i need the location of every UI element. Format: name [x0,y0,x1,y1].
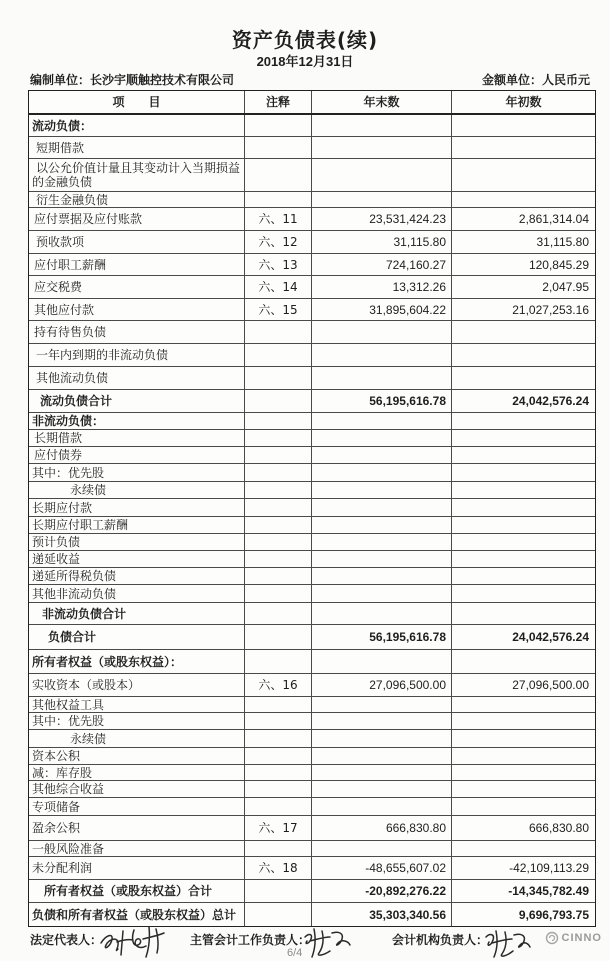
row-note-cell [245,344,312,366]
row-item: 其他权益工具 [32,697,105,712]
row-year-begin-value-cell [452,568,595,584]
row-year-end-value-cell [312,880,452,902]
row-year-end-value-cell [312,192,452,207]
table-row [29,730,595,748]
table-row [29,367,595,390]
row-year-end-value: 666,830.80 [385,821,446,835]
row-year-end-value-cell [312,413,452,429]
row-year-begin-value-cell [452,534,595,550]
row-year-end-value-cell [312,276,452,298]
row-year-end-value-cell [312,447,452,463]
row-note-cell [245,568,312,584]
row-item: 所有者权益（或股东权益）： [32,654,183,669]
row-year-begin-value-cell [452,192,595,207]
table-row [29,482,595,499]
row-year-begin-value: -14,345,782.49 [508,884,589,898]
row-year-end-value: 56,195,616.78 [369,394,446,408]
row-year-begin-value-cell [452,674,595,696]
row-year-end-value-cell [312,585,452,602]
row-note-cell [245,650,312,673]
row-year-end-value-cell [312,321,452,343]
row-year-end-value-cell [312,517,452,533]
row-item: 一般风险准备 [32,841,105,856]
row-year-begin-value-cell [452,748,595,764]
row-year-begin-value: 21,027,253.16 [512,302,589,317]
row-item: 以公允价值计量且其变动计入当期损益的金融负债 [32,161,241,189]
row-note-cell [245,781,312,797]
row-year-begin-value-cell [452,344,595,366]
row-year-end-value: 56,195,616.78 [369,630,446,644]
table-row [29,798,595,816]
row-year-begin-value-cell [452,367,595,389]
table-row [29,841,595,857]
row-year-begin-value-cell [452,482,595,498]
row-item: 短期借款 [36,140,85,155]
signature-accounting-dept-head [486,931,530,957]
legal-representative-label: 法定代表人： [30,933,103,947]
row-note-cell [245,765,312,780]
row-item: 永续债 [70,483,107,497]
row-note-cell [245,464,312,481]
row-note-cell [245,430,312,446]
row-note-cell [245,137,312,158]
row-year-begin-value: 31,115.80 [536,235,589,249]
row-year-end-value-cell [312,697,452,712]
row-item-cell [29,367,245,389]
table-row [29,430,595,447]
row-note-cell [245,625,312,649]
row-note-cell [245,231,312,253]
row-year-end-value-cell [312,344,452,366]
table-row [29,857,595,880]
row-item: 负债合计 [48,630,97,644]
row-year-begin-value: 24,042,576.24 [512,394,589,408]
table-row [29,276,595,299]
row-item: 长期应付职工薪酬 [32,518,129,532]
row-item: 长期借款 [34,431,83,445]
row-year-begin-value: 2,047.95 [542,280,589,294]
row-year-end-value-cell [312,568,452,584]
row-item: 非流动负债合计 [42,606,127,621]
row-year-begin-value-cell [452,880,595,902]
row-item-cell [29,430,245,446]
row-year-begin-value: 2,861,314.04 [518,212,589,226]
row-year-begin-value-cell [452,551,595,567]
row-year-end-value: 31,115.80 [393,235,446,249]
row-year-end-value-cell [312,534,452,550]
row-item-cell [29,650,245,673]
table-row [29,517,595,534]
row-note-cell [245,299,312,320]
row-year-end-value: 23,531,424.23 [369,212,446,226]
accounting-dept-head-label: 会计机构负责人： [392,933,489,947]
row-year-end-value-cell [312,137,452,158]
row-year-end-value-cell [312,390,452,412]
row-note-cell [245,713,312,729]
row-year-end-value: 35,303,340.56 [369,907,446,922]
row-year-end-value-cell [312,499,452,516]
row-item: 其他综合收益 [32,782,105,796]
row-note-cell [245,159,312,191]
row-year-begin-value-cell [452,857,595,879]
table-row [29,192,595,208]
row-item: 应付票据及应付账款 [34,212,143,226]
watermark-logo-icon [545,931,559,945]
row-year-begin-value-cell [452,390,595,412]
row-year-begin-value-cell [452,697,595,712]
row-item-cell [29,276,245,298]
row-note-cell [245,254,312,275]
row-year-begin-value-cell [452,276,595,298]
row-year-begin-value-cell [452,159,595,191]
row-year-begin-value-cell [452,650,595,673]
row-item: 其他应付款 [34,302,95,317]
row-year-begin-value-cell [452,798,595,815]
table-row [29,534,595,551]
row-year-end-value-cell [312,857,452,879]
signature-accounting-head [305,929,350,957]
table-row [29,748,595,765]
row-item-cell [29,254,245,275]
row-note-cell [245,390,312,412]
row-year-end-value-cell [312,816,452,840]
row-note: 六、11 [258,212,298,226]
row-item-cell [29,447,245,463]
row-note: 六、16 [258,678,298,692]
header-note: 注释 [245,91,312,113]
header-item: 项 目 [29,91,245,113]
row-year-begin-value-cell [452,517,595,533]
row-note-cell [245,748,312,764]
row-year-end-value-cell [312,625,452,649]
row-item: 资本公积 [32,749,81,763]
row-item: 应交税费 [34,280,83,294]
accounting-head-label: 主管会计工作负责人： [190,933,311,947]
table-row [29,603,595,625]
row-year-end-value: -48,655,607.02 [365,861,446,875]
row-item-cell [29,781,245,797]
row-year-end-value-cell [312,430,452,446]
row-year-begin-value-cell [452,413,595,429]
row-note-cell [245,482,312,498]
liabilities-equity-table [28,90,596,927]
row-year-end-value-cell [312,299,452,320]
row-note-cell [245,841,312,856]
page-number: 6/4 [287,947,303,959]
row-item-cell [29,231,245,253]
row-year-end-value-cell [312,603,452,624]
row-item-cell [29,499,245,516]
row-year-begin-value-cell [452,464,595,481]
table-row [29,159,595,192]
row-note-cell [245,585,312,602]
report-date: 2018年12月31日 [256,54,354,69]
row-year-end-value-cell [312,713,452,729]
row-item-cell [29,464,245,481]
row-item-cell [29,697,245,712]
row-note: 六、13 [258,257,298,272]
row-note-cell [245,603,312,624]
table-row [29,585,595,603]
row-item-cell [29,857,245,879]
row-item: 减：库存股 [32,765,93,780]
row-note-cell [245,115,312,136]
row-year-begin-value: 27,096,500.00 [512,678,589,692]
row-year-begin-value-cell [452,254,595,275]
table-row [29,781,595,798]
row-year-begin-value-cell [452,447,595,463]
row-item-cell [29,413,245,429]
row-year-end-value-cell [312,159,452,191]
watermark [545,930,602,946]
row-note-cell [245,798,312,815]
row-year-end-value-cell [312,367,452,389]
table-row [29,816,595,841]
row-item-cell [29,299,245,320]
row-year-end-value-cell [312,765,452,780]
row-item-cell [29,585,245,602]
row-item-cell [29,674,245,696]
row-year-end-value: 27,096,500.00 [369,678,446,692]
row-year-begin-value-cell [452,115,595,136]
row-item-cell [29,482,245,498]
row-year-begin-value: 666,830.80 [528,821,589,835]
row-item: 实收资本（或股本） [32,678,141,692]
row-item: 永续债 [70,731,107,746]
row-note-cell [245,321,312,343]
row-year-begin-value-cell [452,730,595,747]
row-year-begin-value-cell [452,816,595,840]
row-year-begin-value: -42,109,113.29 [509,861,589,875]
row-year-end-value-cell [312,551,452,567]
row-note-cell [245,534,312,550]
row-year-end-value-cell [312,798,452,815]
row-item: 衍生金融负债 [36,192,109,207]
row-year-begin-value-cell [452,321,595,343]
table-row [29,765,595,781]
row-year-end-value: -20,892,276.22 [365,884,446,898]
row-item: 预计负债 [32,535,81,549]
table-row [29,674,595,697]
table-row [29,464,595,482]
row-year-begin-value-cell [452,713,595,729]
table-row [29,208,595,231]
currency-unit: 金额单位：人民币元 [481,73,590,87]
table-row [29,568,595,585]
row-year-end-value-cell [312,115,452,136]
row-item: 所有者权益（或股东权益）合计 [44,884,213,898]
table-row [29,299,595,321]
row-item: 其中：优先股 [32,465,105,480]
watermark-text: CINNO [561,932,602,944]
row-note: 六、18 [258,861,298,875]
row-item-cell [29,137,245,158]
row-item-cell [29,344,245,366]
row-year-begin-value-cell [452,781,595,797]
row-year-begin-value: 9,696,793.75 [518,907,589,922]
table-row [29,713,595,730]
row-year-end-value: 13,312.26 [392,280,446,294]
row-year-end-value-cell [312,674,452,696]
row-year-begin-value-cell [452,231,595,253]
row-item-cell [29,713,245,729]
table-row [29,390,595,413]
table-row [29,447,595,464]
table-row [29,254,595,276]
table-row [29,697,595,713]
row-note-cell [245,674,312,696]
row-item: 专项储备 [32,799,81,814]
row-item: 非流动负债： [32,414,105,428]
row-note-cell [245,208,312,230]
row-item: 负债和所有者权益（或股东权益）总计 [32,907,237,922]
row-year-begin-value-cell [452,841,595,856]
row-item-cell [29,730,245,747]
table-header-row [29,91,595,115]
row-item-cell [29,321,245,343]
row-note: 六、12 [258,235,298,249]
row-note-cell [245,697,312,712]
row-item: 其中：优先股 [32,714,105,728]
row-note-cell [245,367,312,389]
row-year-begin-value-cell [452,299,595,320]
row-year-end-value-cell [312,482,452,498]
table-row [29,231,595,254]
row-item-cell [29,192,245,207]
row-year-end-value: 724,160.27 [385,257,446,272]
row-year-end-value-cell [312,748,452,764]
signature-legal-rep [101,927,164,957]
row-item: 递延收益 [32,552,81,566]
row-note: 六、14 [258,280,298,294]
row-note-cell [245,816,312,840]
row-item-cell [29,816,245,840]
row-item: 应付职工薪酬 [34,257,107,272]
signatures [0,915,610,961]
row-year-end-value-cell [312,208,452,230]
row-item: 长期应付款 [32,500,93,515]
row-item-cell [29,115,245,136]
row-year-end-value: 31,895,604.22 [369,302,446,317]
row-year-begin-value-cell [452,499,595,516]
row-year-begin-value: 120,845.29 [528,257,589,272]
row-item: 未分配利润 [32,861,93,875]
row-year-end-value-cell [312,464,452,481]
row-item: 持有待售负债 [34,325,107,339]
header-year-begin: 年初数 [505,95,542,109]
row-item: 盈余公积 [32,821,81,835]
row-item-cell [29,841,245,856]
table-row [29,499,595,517]
row-item-cell [29,880,245,902]
table-row [29,344,595,367]
row-note-cell [245,517,312,533]
row-item-cell [29,798,245,815]
row-year-begin-value-cell [452,625,595,649]
row-item-cell [29,765,245,780]
row-note-cell [245,880,312,902]
row-item: 其他流动负债 [36,371,109,385]
row-note: 六、15 [258,302,298,317]
row-year-begin-value-cell [452,603,595,624]
row-year-begin-value-cell [452,208,595,230]
prepared-by: 编制单位：长沙宇顺触控技术有限公司 [30,73,235,87]
row-item-cell [29,568,245,584]
row-item-cell [29,748,245,764]
row-item: 流动负债合计 [40,394,113,408]
row-note-cell [245,276,312,298]
row-year-begin-value-cell [452,430,595,446]
row-item-cell [29,390,245,412]
row-item: 流动负债： [32,118,93,133]
row-item: 预收款项 [36,235,85,249]
row-item: 递延所得税负债 [32,569,117,583]
row-year-begin-value: 24,042,576.24 [512,630,589,644]
table-row [29,321,595,344]
row-item-cell [29,208,245,230]
table-row [29,413,595,430]
row-year-begin-value-cell [452,137,595,158]
row-note-cell [245,447,312,463]
row-note-cell [245,192,312,207]
table-row [29,880,595,903]
row-year-end-value-cell [312,781,452,797]
row-note: 六、17 [258,821,298,835]
row-item-cell [29,551,245,567]
row-note-cell [245,413,312,429]
table-row [29,650,595,674]
row-year-end-value-cell [312,730,452,747]
table-row [29,137,595,159]
table-row [29,115,595,137]
row-year-begin-value-cell [452,765,595,780]
row-year-end-value-cell [312,231,452,253]
row-year-end-value-cell [312,254,452,275]
row-year-begin-value-cell [452,585,595,602]
table-row [29,625,595,650]
row-item-cell [29,534,245,550]
table-row [29,551,595,568]
row-item-cell [29,625,245,649]
document-title: 资产负债表(续) [231,28,379,52]
row-item-cell [29,159,245,191]
row-item: 应付债券 [34,448,83,462]
row-note-cell [245,730,312,747]
row-item-cell [29,603,245,624]
header-year-end: 年末数 [312,91,452,113]
row-item: 一年内到期的非流动负债 [36,348,169,362]
row-note-cell [245,499,312,516]
row-item: 其他非流动负债 [32,586,117,601]
row-note-cell [245,551,312,567]
row-item-cell [29,517,245,533]
row-year-end-value-cell [312,841,452,856]
row-note-cell [245,857,312,879]
row-year-end-value-cell [312,650,452,673]
